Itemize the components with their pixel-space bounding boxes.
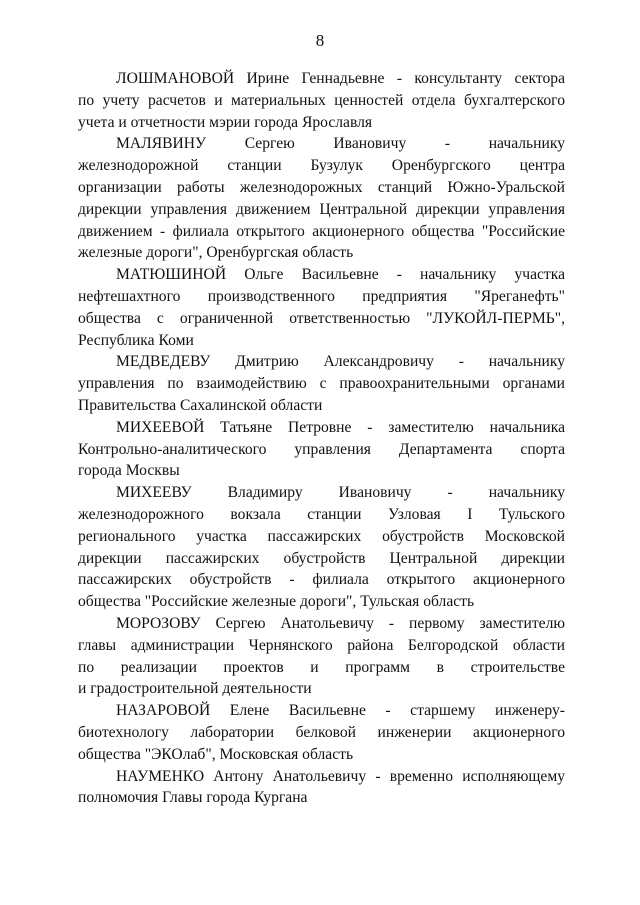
entry-line: МАТЮШИНОЙ Ольге Васильевне - начальнику участка	[116, 266, 565, 284]
award-entry	[78, 417, 565, 482]
document-body	[78, 68, 565, 809]
entry-line: общества с ограниченной ответственностью "ЛУКОЙЛ-ПЕРМЬ",	[78, 309, 565, 327]
entry-line: биотехнологу лаборатории белковой инженерии акционерного	[78, 723, 565, 741]
entry-line: движением - филиала открытого акционерного общества "Российские	[78, 222, 565, 240]
entry-line: железнодорожной станции Бузулук Оренбургского центра	[78, 157, 565, 175]
entry-line: управления по взаимодействию с правоохранительными органами	[78, 375, 565, 393]
entry-line: железные дороги", Оренбургская область	[78, 244, 354, 262]
award-entry	[78, 351, 565, 416]
entry-line: МИХЕЕВОЙ Татьяне Петровне - заместителю начальника	[116, 418, 565, 436]
award-entry	[78, 133, 565, 264]
entry-line: МИХЕЕВУ Владимиру Ивановичу - начальнику	[116, 484, 565, 502]
entry-line: МЕДВЕДЕВУ Дмитрию Александровичу - начальнику	[116, 353, 565, 371]
award-entry	[78, 68, 565, 133]
entry-line: общества "Российские железные дороги", Тульская область	[78, 593, 475, 611]
award-entry	[78, 613, 565, 700]
award-entry	[78, 482, 565, 613]
entry-line: НАУМЕНКО Антону Анатольевичу - временно исполняющему	[116, 767, 565, 785]
entry-line: города Москвы	[78, 462, 180, 480]
entry-line: Республика Коми	[78, 331, 194, 349]
entry-line: МОРОЗОВУ Сергею Анатольевичу - первому заместителю	[116, 614, 565, 632]
entry-line: нефтешахтного производственного предприятия "Яреганефть"	[78, 287, 565, 305]
entry-line: ЛОШМАНОВОЙ Ирине Геннадьевне - консультанту сектора	[116, 70, 565, 87]
entry-line: общества "ЭКОлаб", Московская область	[78, 745, 354, 763]
entry-line: по реализации проектов и программ в строительстве	[78, 658, 565, 676]
entry-line: МАЛЯВИНУ Сергею Ивановичу - начальнику	[116, 135, 565, 153]
entry-line: полномочия Главы города Кургана	[78, 789, 308, 807]
entry-line: Правительства Сахалинской области	[78, 396, 323, 414]
entry-line: пассажирских обустройств - филиала открытого акционерного	[78, 571, 565, 589]
award-entry	[78, 264, 565, 351]
entry-line: дирекции пассажирских обустройств Центральной дирекции	[78, 549, 565, 567]
entry-line: учета и отчетности мэрии города Ярославля	[78, 113, 373, 131]
entry-line: регионального участка пассажирских обустройств Московской	[78, 527, 565, 545]
entry-line: и градостроительной деятельности	[78, 680, 312, 698]
page-number: 8	[315, 31, 325, 50]
award-entry	[78, 766, 565, 810]
award-entry	[78, 700, 565, 765]
entry-line: железнодорожного вокзала станции Узловая I Тульского	[78, 505, 565, 523]
entry-line: дирекции управления движением Центральной дирекции управления	[78, 200, 565, 218]
entry-line: по учету расчетов и материальных ценностей отдела бухгалтерского	[78, 91, 565, 109]
entry-line: НАЗАРОВОЙ Елене Васильевне - старшему инженеру-	[116, 702, 565, 720]
entry-line: Контрольно-аналитического управления Департамента спорта	[78, 440, 565, 458]
entry-line: организации работы железнодорожных станций Южно-Уральской	[78, 178, 565, 196]
entry-line: главы администрации Чернянского района Белгородской области	[78, 636, 565, 654]
